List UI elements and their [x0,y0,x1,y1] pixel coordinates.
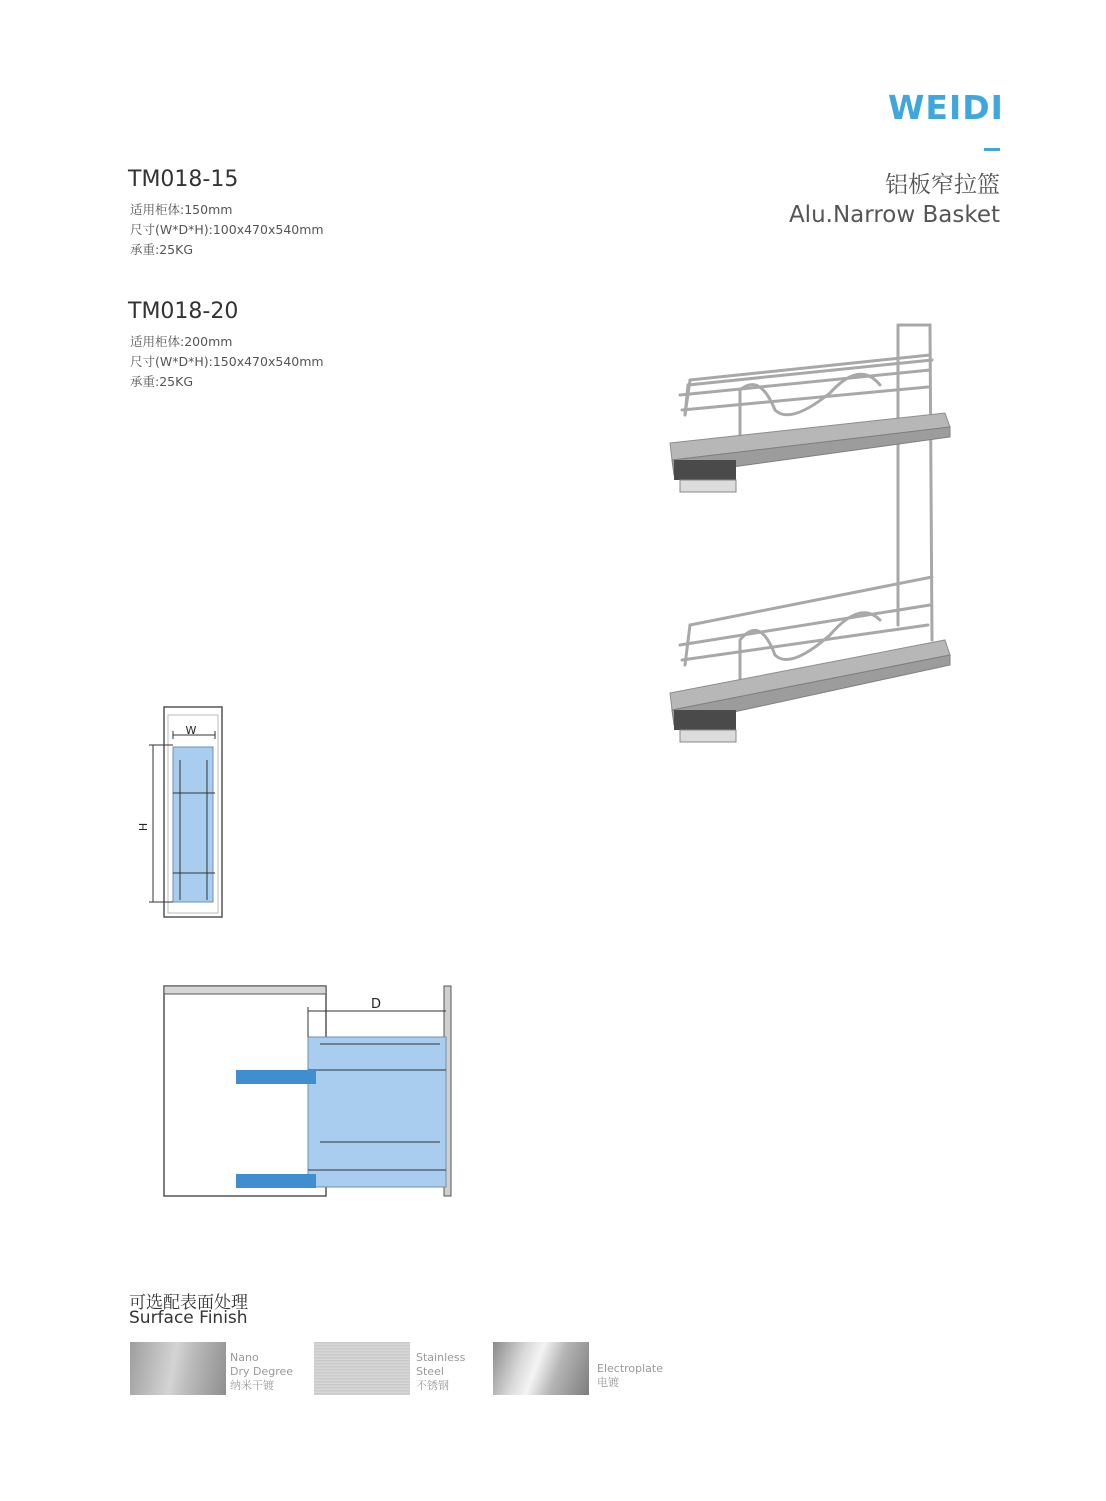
stainless-finish-swatch [314,1342,410,1395]
spec-load: 承重:25KG [130,242,194,257]
side-view-diagram [160,982,455,1202]
depth-label: D [370,997,382,1012]
stainless-finish-label [416,1351,465,1393]
spec-size: 尺寸(W*D*H):150x470x540mm [130,354,324,369]
model-code: TM018-15 [128,167,239,192]
product-title-cn: 铝板窄拉篮 [885,172,1000,198]
logo-accent-dash [984,148,1000,151]
basket-product-image [660,315,960,765]
spec-size: 尺寸(W*D*H):100x470x540mm [130,222,324,237]
spec-load: 承重:25KG [130,374,194,389]
model-specs [130,200,324,260]
nano-finish-label [230,1351,293,1393]
finish-name-cn: 电镀 [597,1376,619,1389]
model-code: TM018-20 [128,299,239,324]
width-label: W [185,724,197,737]
nano-finish-swatch [130,1342,226,1395]
height-label: H [137,822,150,832]
spec-cabinet: 适用柜体:150mm [130,202,233,217]
finish-name-line: Electroplate [597,1362,664,1375]
finish-name-line: Stainless [416,1351,466,1364]
spec-cabinet: 适用柜体:200mm [130,334,233,349]
electroplate-finish-label [597,1362,663,1390]
front-view-diagram [135,705,230,920]
product-title-en: Alu.Narrow Basket [788,202,1000,228]
finish-name-line: Steel [416,1365,444,1378]
finish-name-cn: 不锈钢 [416,1379,449,1392]
brand-logo: WEIDI [888,88,1004,127]
finish-name-line: Dry Degree [230,1365,294,1378]
model-specs [130,332,324,392]
finish-name-cn: 纳米干镀 [230,1379,274,1392]
finish-name-line: Nano [230,1351,259,1364]
surface-finish-title-cn: 可选配表面处理 [129,1293,248,1313]
surface-finish-title-en: Surface Finish [129,1308,248,1328]
electroplate-finish-swatch [493,1342,589,1395]
